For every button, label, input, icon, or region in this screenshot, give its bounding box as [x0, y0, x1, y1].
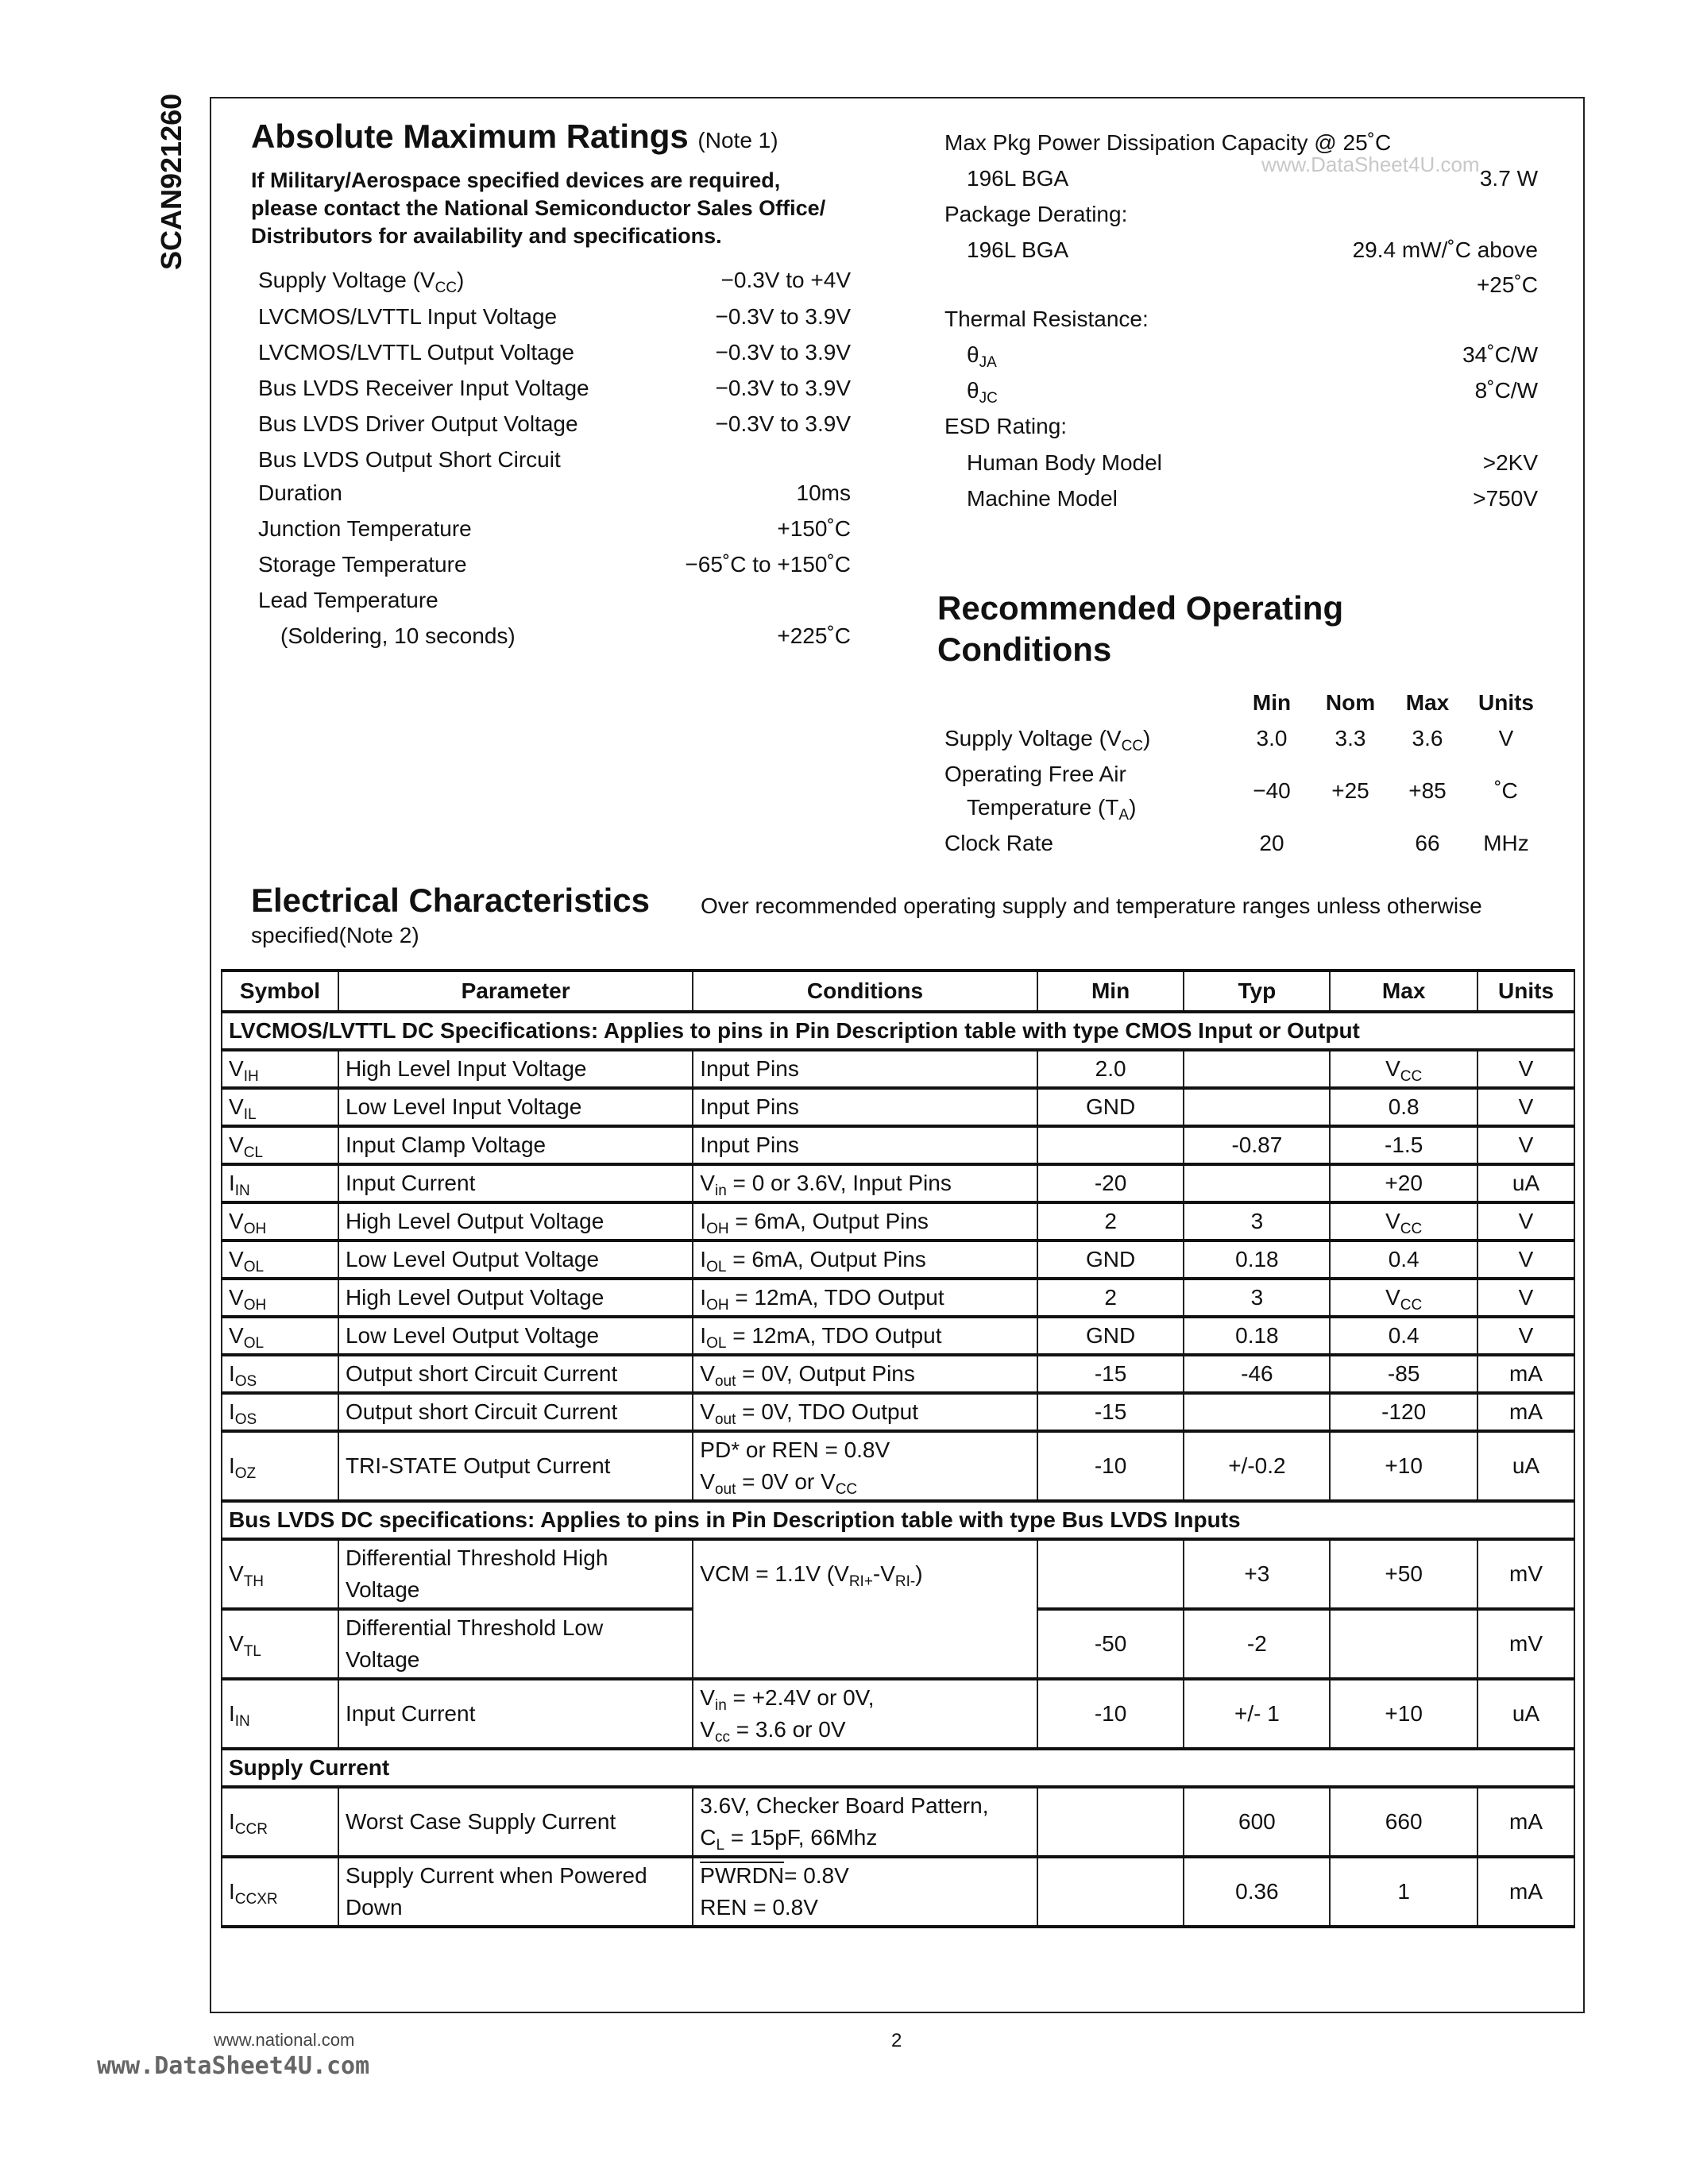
rating-value: 8˚C/W	[1474, 378, 1538, 403]
subscript: A	[1118, 807, 1130, 824]
amr-row-value: −0.3V to 3.9V	[715, 411, 851, 436]
subscript: in	[714, 1697, 727, 1714]
rating-label: Human Body Model	[967, 450, 1162, 475]
footer-url[interactable]: www.national.com	[214, 2030, 355, 2050]
subscript: OH	[243, 1221, 267, 1237]
conditions-cell: Input Pins	[693, 1126, 1037, 1164]
max-cell: -120	[1330, 1393, 1477, 1431]
column-header-min: Min	[1037, 970, 1184, 1012]
amr-row-label: Bus LVDS Driver Output Voltage	[258, 411, 578, 436]
min-cell: GND	[1037, 1241, 1184, 1279]
electrical-characteristics-table	[221, 969, 1575, 1928]
table-row	[222, 1355, 1574, 1393]
conditions-cell: $I_{OH} = 6mA$, Output Pins	[693, 1202, 1037, 1241]
subscript: TH	[243, 1573, 265, 1590]
symbol-cell: $V_{IL}$	[222, 1088, 338, 1126]
footer-watermark: www.DataSheet4U.com	[97, 2052, 370, 2080]
parameter-cell: Input Current	[338, 1164, 693, 1202]
units-cell: mA	[1477, 1857, 1574, 1927]
units-cell: V	[1477, 1088, 1574, 1126]
parameter-cell: Input Clamp Voltage	[338, 1126, 693, 1164]
subscript: JA	[979, 354, 997, 371]
parameter-cell: High Level Output Voltage	[338, 1202, 693, 1241]
rating-value: +25˚C	[1476, 272, 1538, 297]
table-row	[222, 1857, 1574, 1927]
parameter-cell: High Level Output Voltage	[338, 1279, 693, 1317]
amr-row-value: 10ms	[796, 480, 851, 505]
symbol-cell: $V_{OH}$	[222, 1279, 338, 1317]
subscript: OL	[706, 1259, 727, 1275]
rating-value: >750V	[1473, 486, 1538, 511]
max-cell: 1	[1330, 1857, 1477, 1927]
rating-label: $\theta_{JC}$	[967, 378, 998, 407]
amr-note: (Note 1)	[697, 128, 778, 152]
column-header-typ: Typ	[1184, 970, 1330, 1012]
amr-row-label: (Soldering, 10 seconds)	[280, 623, 516, 648]
max-cell: +20	[1330, 1164, 1477, 1202]
symbol-cell: $V_{OL}$	[222, 1317, 338, 1355]
symbol-cell: $I_{IN}$	[222, 1164, 338, 1202]
units-cell: V	[1477, 1202, 1574, 1241]
min-cell: -10	[1037, 1679, 1184, 1749]
column-header-max: Max	[1330, 970, 1477, 1012]
amr-row-label: Duration	[258, 480, 342, 505]
amr-row-label: Junction Temperature	[258, 516, 472, 541]
typ-cell: -46	[1184, 1355, 1330, 1393]
section-header: Bus LVDS DC specifications: Applies to pins in Pin Description table with type Bus LVDS Inputs	[222, 1501, 1574, 1539]
typ-cell: +/-0.2	[1184, 1431, 1330, 1501]
max-cell: 660	[1330, 1787, 1477, 1857]
amr-title	[251, 118, 778, 156]
symbol-cell: $V_{IH}$	[222, 1050, 338, 1088]
typ-cell	[1184, 1164, 1330, 1202]
units-cell: V	[1477, 1317, 1574, 1355]
symbol-cell: $I_{OZ}$	[222, 1431, 338, 1501]
subscript: OH	[243, 1297, 267, 1314]
parameter-cell: Input Current	[338, 1679, 693, 1749]
roc-cell: 3.3	[1335, 726, 1366, 751]
table-row	[222, 1317, 1574, 1355]
table-row	[222, 1202, 1574, 1241]
rating-label: 196L BGA	[967, 166, 1069, 191]
column-header-parameter: Parameter	[338, 970, 693, 1012]
typ-cell	[1184, 1088, 1330, 1126]
roc-row-label: Temperature $(T_A)$	[967, 795, 1137, 824]
min-cell	[1037, 1539, 1184, 1609]
typ-cell: 600	[1184, 1787, 1330, 1857]
subscript: in	[714, 1183, 727, 1199]
max-cell	[1330, 1609, 1477, 1679]
roc-header: Max	[1405, 690, 1450, 715]
amr-warning-line: Distributors for availability and specifications.	[251, 224, 722, 248]
subscript: JC	[979, 390, 998, 407]
subscript: CC	[435, 280, 458, 296]
max-cell: +10	[1330, 1679, 1477, 1749]
subscript: out	[714, 1373, 736, 1390]
subscript: OZ	[234, 1465, 257, 1482]
rating-label: Max Pkg Power Dissipation Capacity @ 25˚C	[944, 130, 1392, 155]
units-cell: uA	[1477, 1431, 1574, 1501]
table-row	[222, 1279, 1574, 1317]
subscript: CCXR	[234, 1891, 278, 1908]
max-cell: 0.4	[1330, 1241, 1477, 1279]
amr-row-label: Bus LVDS Output Short Circuit	[258, 447, 561, 472]
subscript: IH	[243, 1068, 259, 1085]
units-cell: uA	[1477, 1164, 1574, 1202]
subscript: IL	[243, 1106, 257, 1123]
amr-row-label: LVCMOS/LVTTL Output Voltage	[258, 340, 574, 365]
subscript: OH	[706, 1297, 729, 1314]
max-cell: $V_{CC}$	[1330, 1202, 1477, 1241]
rating-label: Package Derating:	[944, 202, 1128, 226]
subscript: OL	[243, 1335, 265, 1352]
table-row	[222, 1050, 1574, 1088]
subscript: OL	[706, 1335, 727, 1352]
symbol-cell: $V_{TL}$	[222, 1609, 338, 1679]
subscript: CC	[835, 1481, 858, 1498]
parameter-cell: Low Level Output Voltage	[338, 1241, 693, 1279]
typ-cell: -2	[1184, 1609, 1330, 1679]
rating-value: 29.4 mW/˚C above	[1352, 237, 1538, 262]
table-row	[222, 1431, 1574, 1501]
typ-cell: 0.18	[1184, 1317, 1330, 1355]
parameter-cell: Output short Circuit Current	[338, 1393, 693, 1431]
table-row	[222, 1012, 1574, 1050]
roc-header: Nom	[1325, 690, 1376, 715]
min-cell: GND	[1037, 1317, 1184, 1355]
min-cell: 2	[1037, 1202, 1184, 1241]
conditions-cell: Input Pins	[693, 1088, 1037, 1126]
subscript: OL	[243, 1259, 265, 1275]
subscript: OH	[706, 1221, 729, 1237]
amr-warning-line: If Military/Aerospace specified devices are required,	[251, 168, 781, 192]
parameter-cell: Output short Circuit Current	[338, 1355, 693, 1393]
rating-value: 3.7 W	[1479, 166, 1538, 191]
section-header: Supply Current	[222, 1749, 1574, 1787]
units-cell: mV	[1477, 1539, 1574, 1609]
min-cell: GND	[1037, 1088, 1184, 1126]
amr-row-label: Storage Temperature	[258, 552, 467, 577]
symbol-cell: $V_{OH}$	[222, 1202, 338, 1241]
conditions-cell: $V_{in} = 0$ or 3.6V, Input Pins	[693, 1164, 1037, 1202]
conditions-cell: Input Pins	[693, 1050, 1037, 1088]
units-cell: V	[1477, 1050, 1574, 1088]
max-cell: +10	[1330, 1431, 1477, 1501]
parameter-cell: Supply Current when Powered Down	[338, 1857, 693, 1927]
page-number: 2	[891, 2030, 902, 2051]
min-cell: -50	[1037, 1609, 1184, 1679]
roc-cell: 66	[1415, 831, 1440, 855]
column-header-conditions: Conditions	[693, 970, 1037, 1012]
roc-row-label: Operating Free Air	[944, 762, 1126, 786]
roc-title-line2: Conditions	[937, 631, 1112, 668]
ec-subtitle2: specified(Note 2)	[251, 923, 419, 947]
typ-cell: +/- 1	[1184, 1679, 1330, 1749]
parameter-cell: High Level Input Voltage	[338, 1050, 693, 1088]
table-row	[222, 1164, 1574, 1202]
table-row	[222, 1539, 1574, 1609]
min-cell: 2.0	[1037, 1050, 1184, 1088]
roc-row-label: Supply Voltage $(V_{CC})$	[944, 726, 1151, 754]
amr-warning-line: please contact the National Semiconductor Sales Office/	[251, 196, 826, 220]
subscript: RI-	[894, 1573, 916, 1590]
amr-title-text: Absolute Maximum Ratings	[251, 118, 689, 155]
rating-label: ESD Rating:	[944, 414, 1068, 438]
units-cell: mA	[1477, 1393, 1574, 1431]
roc-cell: MHz	[1483, 831, 1529, 855]
conditions-cell: VCM = 1.1V $(V_{RI+}-V_{RI-})$	[693, 1539, 1037, 1679]
subscript: CCR	[234, 1821, 268, 1838]
symbol-cell: $I_{IN}$	[222, 1679, 338, 1749]
max-cell: 0.8	[1330, 1088, 1477, 1126]
subscript: cc	[714, 1729, 730, 1746]
amr-row-value: −0.3V to +4V	[720, 268, 851, 292]
min-cell	[1037, 1857, 1184, 1927]
roc-header: Units	[1478, 690, 1534, 715]
ec-title: Electrical Characteristics	[251, 882, 650, 919]
roc-cell: ˚C	[1494, 778, 1518, 803]
typ-cell: 3	[1184, 1202, 1330, 1241]
table-row	[222, 1787, 1574, 1857]
table-row	[222, 1679, 1574, 1749]
subscript: IN	[234, 1183, 250, 1199]
parameter-cell: Differential Threshold High Voltage	[338, 1539, 693, 1609]
subscript: out	[714, 1481, 736, 1498]
amr-row-label: Bus LVDS Receiver Input Voltage	[258, 376, 589, 400]
subscript: CC	[1400, 1068, 1423, 1085]
table-row	[222, 1088, 1574, 1126]
units-cell: V	[1477, 1126, 1574, 1164]
parameter-cell: TRI-STATE Output Current	[338, 1431, 693, 1501]
amr-row-label: Supply Voltage $(V_{CC})$	[258, 268, 465, 296]
symbol-cell: $I_{CCXR}$	[222, 1857, 338, 1927]
max-cell: +50	[1330, 1539, 1477, 1609]
conditions-cell: PD* or REN = 0.8V $V_{out} = 0V$ or $V_{CC}$	[693, 1431, 1037, 1501]
typ-cell: 3	[1184, 1279, 1330, 1317]
amr-row-value: +150˚C	[777, 516, 851, 541]
ec-subtitle: Over recommended operating supply and temperature ranges unless otherwise	[701, 893, 1482, 918]
roc-cell: 20	[1259, 831, 1284, 855]
conditions-cell: $V_{out} = 0V$, TDO Output	[693, 1393, 1037, 1431]
conditions-cell: $V_{out} = 0V$, Output Pins	[693, 1355, 1037, 1393]
subscript: IN	[234, 1713, 250, 1730]
units-cell: V	[1477, 1241, 1574, 1279]
units-cell: V	[1477, 1279, 1574, 1317]
subscript: CC	[1400, 1297, 1423, 1314]
symbol-cell: $I_{OS}$	[222, 1393, 338, 1431]
overline-text: PWRDN	[700, 1863, 785, 1888]
max-cell: 0.4	[1330, 1317, 1477, 1355]
subscript: TL	[243, 1643, 261, 1660]
table-row	[222, 1501, 1574, 1539]
conditions-cell: PWRDN= 0.8V REN = 0.8V	[693, 1857, 1037, 1927]
typ-cell	[1184, 1050, 1330, 1088]
subscript: out	[714, 1411, 736, 1428]
units-cell: mA	[1477, 1787, 1574, 1857]
min-cell	[1037, 1787, 1184, 1857]
watermark-top: www.DataSheet4U.com	[1261, 152, 1480, 176]
amr-row-value: −0.3V to 3.9V	[715, 304, 851, 329]
subscript: CC	[1121, 738, 1144, 754]
typ-cell: +3	[1184, 1539, 1330, 1609]
typ-cell: 0.36	[1184, 1857, 1330, 1927]
roc-cell: 3.6	[1412, 726, 1443, 751]
min-cell: -15	[1037, 1393, 1184, 1431]
table-row	[222, 1393, 1574, 1431]
typ-cell: -0.87	[1184, 1126, 1330, 1164]
conditions-cell: $I_{OL} = 12mA$, TDO Output	[693, 1317, 1037, 1355]
symbol-cell: $V_{CL}$	[222, 1126, 338, 1164]
symbol-cell: $V_{TH}$	[222, 1539, 338, 1609]
subscript: CC	[1400, 1221, 1423, 1237]
units-cell: mA	[1477, 1355, 1574, 1393]
section-header: LVCMOS/LVTTL DC Specifications: Applies to pins in Pin Description table with type CMOS Input or Output	[222, 1012, 1574, 1050]
min-cell: -15	[1037, 1355, 1184, 1393]
subscript: OS	[234, 1411, 257, 1428]
amr-row-value: −65˚C to +150˚C	[685, 552, 851, 577]
max-cell: -85	[1330, 1355, 1477, 1393]
units-cell: uA	[1477, 1679, 1574, 1749]
conditions-cell: $V_{in} = +2.4V$ or 0V, $V_{cc} = 3.6$ or 0V	[693, 1679, 1037, 1749]
roc-cell: 3.0	[1256, 726, 1288, 751]
max-cell: $V_{CC}$	[1330, 1050, 1477, 1088]
roc-cell: +85	[1408, 778, 1447, 803]
roc-row-label: Clock Rate	[944, 831, 1053, 855]
subscript: OS	[234, 1373, 257, 1390]
conditions-cell: $I_{OL} = 6mA$, Output Pins	[693, 1241, 1037, 1279]
column-header-symbol: Symbol	[222, 970, 338, 1012]
rating-label: 196L BGA	[967, 237, 1069, 262]
subscript: L	[716, 1837, 725, 1854]
roc-cell: V	[1498, 726, 1514, 751]
table-row	[222, 1126, 1574, 1164]
conditions-cell: $I_{OH} = 12mA$, TDO Output	[693, 1279, 1037, 1317]
rating-label: $\theta_{JA}$	[967, 342, 997, 371]
min-cell	[1037, 1126, 1184, 1164]
amr-row-value: +225˚C	[777, 623, 851, 648]
symbol-cell: $I_{CCR}$	[222, 1787, 338, 1857]
conditions-cell: 3.6V, Checker Board Pattern, $C_L = 15pF$, 66Mhz	[693, 1787, 1037, 1857]
rating-label: Machine Model	[967, 486, 1118, 511]
rating-value: 34˚C/W	[1462, 342, 1538, 367]
roc-cell: +25	[1331, 778, 1369, 803]
min-cell: -10	[1037, 1431, 1184, 1501]
symbol-cell: $V_{OL}$	[222, 1241, 338, 1279]
typ-cell	[1184, 1393, 1330, 1431]
symbol-cell: $I_{OS}$	[222, 1355, 338, 1393]
roc-header: Min	[1252, 690, 1292, 715]
typ-cell: 0.18	[1184, 1241, 1330, 1279]
table-row	[222, 1749, 1574, 1787]
min-cell: -20	[1037, 1164, 1184, 1202]
part-number-side-label: SCAN921260	[155, 93, 187, 270]
amr-row-label: LVCMOS/LVTTL Input Voltage	[258, 304, 558, 329]
parameter-cell: Differential Threshold Low Voltage	[338, 1609, 693, 1679]
max-cell: $V_{CC}$	[1330, 1279, 1477, 1317]
amr-row-label: Lead Temperature	[258, 588, 438, 612]
subscript: CL	[243, 1144, 263, 1161]
roc-cell: −40	[1253, 778, 1291, 803]
max-cell: -1.5	[1330, 1126, 1477, 1164]
min-cell: 2	[1037, 1279, 1184, 1317]
rating-value: >2KV	[1482, 450, 1538, 475]
amr-row-value: −0.3V to 3.9V	[715, 340, 851, 365]
amr-row-value: −0.3V to 3.9V	[715, 376, 851, 400]
table-row	[222, 1241, 1574, 1279]
parameter-cell: Low Level Output Voltage	[338, 1317, 693, 1355]
parameter-cell: Low Level Input Voltage	[338, 1088, 693, 1126]
parameter-cell: Worst Case Supply Current	[338, 1787, 693, 1857]
column-header-units: Units	[1477, 970, 1574, 1012]
subscript: RI+	[848, 1573, 873, 1590]
rating-label: Thermal Resistance:	[944, 307, 1149, 331]
roc-title-line1: Recommended Operating	[937, 589, 1344, 627]
units-cell: mV	[1477, 1609, 1574, 1679]
